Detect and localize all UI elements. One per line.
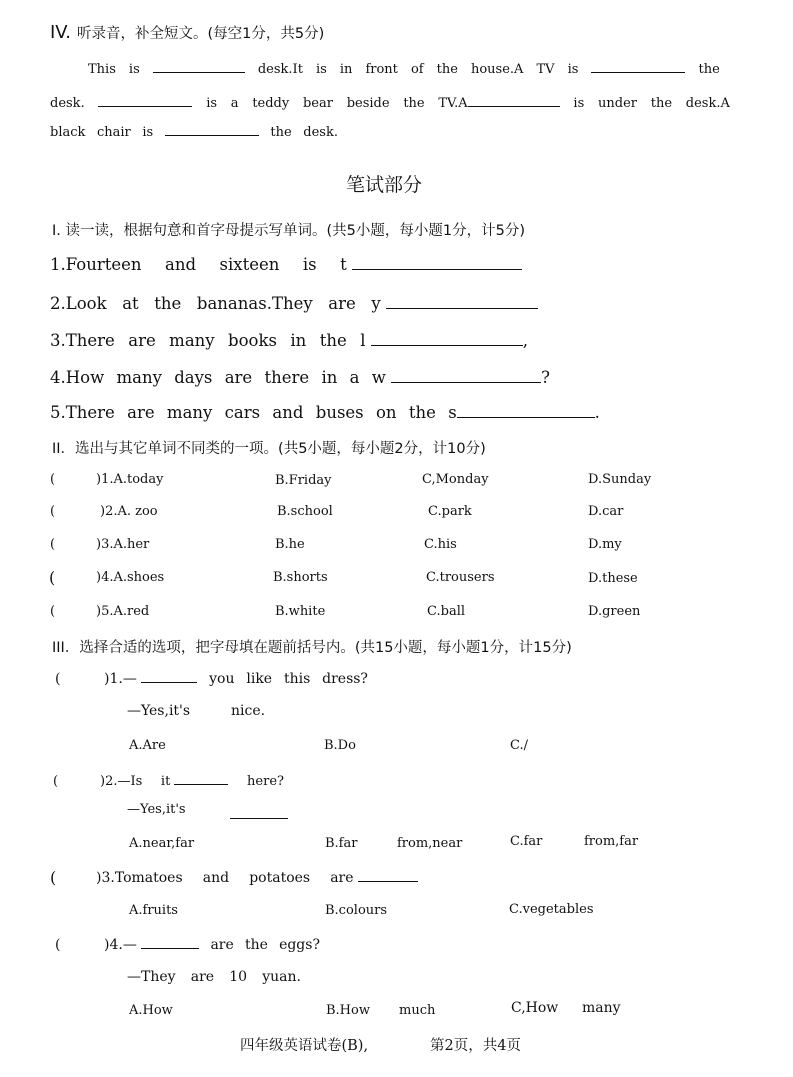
option-b: B.shorts	[273, 570, 328, 585]
q3-option-c: C.vegetables	[509, 902, 594, 917]
part-ii-title: II．选出与其它单词不同类的一项。(共5小题，每小题2分，计10分)	[52, 441, 486, 457]
listening-line-2	[50, 96, 730, 111]
answer-paren[interactable]: (	[50, 472, 56, 487]
word: TV.A	[438, 96, 468, 111]
word: desk.	[50, 96, 85, 111]
option-b: B.white	[275, 604, 326, 619]
word: the	[650, 96, 673, 111]
word: the	[408, 403, 436, 422]
word: sixteen	[219, 255, 280, 274]
option-d: D.car	[588, 504, 624, 519]
word: days	[174, 368, 213, 387]
q1-reply-end: nice.	[231, 703, 266, 719]
q2-line	[100, 774, 284, 789]
word: t	[340, 255, 347, 274]
q3-option-b: B.colours	[325, 903, 388, 918]
word: in	[321, 368, 338, 387]
word: you	[209, 671, 235, 687]
question-option-a: )5.A.red	[96, 604, 150, 619]
word: many	[166, 403, 213, 422]
word: in	[290, 331, 307, 350]
answer-blank[interactable]	[386, 307, 538, 309]
part-i-title: I. 读一读，根据句意和首字母提示写单词。(共5小题，每小题1分，计5分)	[52, 223, 525, 239]
word: beside	[346, 96, 390, 111]
q1-option-c: C./	[510, 738, 528, 753]
word: are	[224, 368, 253, 387]
word: 10	[229, 969, 248, 985]
word: desk.	[303, 125, 338, 140]
q2-option-b-part2: from,near	[397, 836, 463, 851]
fill-blank[interactable]	[153, 71, 245, 73]
word: many	[169, 331, 215, 350]
word: here?	[247, 774, 284, 789]
word: it	[160, 774, 171, 789]
word: 3.There	[50, 331, 115, 350]
word: buses	[315, 403, 364, 422]
q2-option-a: A.near,far	[129, 836, 195, 851]
word: are	[190, 969, 215, 985]
word: bananas.They	[196, 294, 313, 313]
word: are	[210, 937, 234, 953]
fill-blank[interactable]	[591, 71, 685, 73]
word: under	[598, 96, 637, 111]
word: is	[573, 96, 585, 111]
word: —They	[127, 969, 176, 985]
word: the	[436, 62, 458, 77]
word: is	[315, 62, 327, 77]
word: eggs?	[279, 937, 320, 953]
word: like	[246, 671, 273, 687]
word: TV	[536, 62, 555, 77]
question-option-a: )4.A.shoes	[96, 570, 165, 585]
word: is	[142, 125, 154, 140]
word: 2.Look	[50, 294, 107, 313]
answer-paren[interactable]: (	[55, 937, 61, 953]
answer-paren[interactable]: (	[50, 504, 56, 519]
question-option-a: )3.A.her	[96, 537, 150, 552]
word: the	[403, 96, 425, 111]
option-b: B.Friday	[275, 473, 332, 488]
answer-paren[interactable]: (	[50, 604, 56, 619]
q4-option-b-part2: much	[399, 1003, 436, 1018]
question-option-a: )2.A. zoo	[100, 504, 158, 519]
word: yuan.	[262, 969, 301, 985]
word: s	[448, 403, 457, 422]
word: are	[328, 294, 356, 313]
word: the	[698, 62, 720, 77]
answer-blank[interactable]	[371, 344, 523, 346]
question-number: )3.Tomatoes	[96, 870, 183, 886]
option-d: D.my	[588, 537, 622, 552]
word: and	[165, 255, 197, 274]
answer-paren[interactable]: (	[53, 774, 59, 789]
word: chair	[96, 125, 131, 140]
word: is	[206, 96, 218, 111]
answer-blank[interactable]	[358, 880, 418, 882]
section-iv-title: 听录音，补全短文。(每空1分，共5分)	[77, 26, 325, 42]
q4-option-b-part1: B.How	[326, 1003, 370, 1018]
word: black	[50, 125, 86, 140]
word: is	[128, 62, 140, 77]
answer-paren[interactable]: (	[50, 868, 57, 887]
question-number: )4.—	[104, 937, 137, 953]
part-i-item-2	[50, 294, 538, 313]
q2-reply: —Yes,it's	[127, 802, 186, 817]
word: books	[228, 331, 277, 350]
word: at	[122, 294, 139, 313]
word: bear	[302, 96, 333, 111]
answer-blank[interactable]	[141, 947, 199, 949]
answer-blank[interactable]	[391, 381, 541, 383]
word: front	[365, 62, 398, 77]
word: on	[375, 403, 397, 422]
word: a	[349, 368, 360, 387]
fill-blank[interactable]	[468, 105, 560, 107]
answer-blank[interactable]	[141, 681, 197, 683]
word: y	[371, 294, 381, 313]
question-number: )1.—	[104, 671, 137, 687]
answer-paren[interactable]: (	[50, 537, 56, 552]
option-c: C.park	[428, 504, 472, 519]
listening-line-3	[50, 125, 338, 140]
word: the	[270, 125, 292, 140]
option-c: C.trousers	[426, 570, 495, 585]
answer-paren[interactable]: (	[49, 568, 56, 587]
word: dress?	[322, 671, 368, 687]
q1-option-a: A.Are	[129, 738, 166, 753]
q1-reply-start: —Yes,it's	[127, 703, 191, 719]
word: desk.It	[257, 62, 303, 77]
word: and	[202, 870, 230, 886]
listening-line-1	[88, 62, 720, 77]
word: 5.There	[50, 403, 115, 422]
answer-blank[interactable]	[457, 416, 595, 418]
option-b: B.school	[277, 504, 333, 519]
option-d: D.green	[588, 604, 641, 619]
q2-option-c-part2: from,far	[584, 834, 639, 849]
word: l	[360, 331, 366, 350]
q3-line	[96, 870, 418, 886]
q4-option-a: A.How	[129, 1003, 173, 1018]
word: this	[283, 671, 311, 687]
option-c: C,Monday	[422, 472, 489, 487]
word: are	[127, 403, 155, 422]
q4-line	[104, 937, 320, 953]
part-i-item-5	[50, 403, 600, 422]
q2-option-c-part1: C.far	[510, 834, 543, 849]
word: and	[272, 403, 304, 422]
option-c: C.ball	[427, 604, 466, 619]
word: a	[230, 96, 239, 111]
word: in	[339, 62, 353, 77]
word: house.A	[470, 62, 524, 77]
q2-reply-blank[interactable]	[230, 817, 288, 819]
punctuation: ,	[522, 331, 528, 350]
option-d: D.Sunday	[588, 472, 652, 487]
section-iv-heading	[50, 22, 324, 43]
punctuation: ?	[541, 368, 550, 387]
word: teddy	[252, 96, 290, 111]
word: w	[371, 368, 386, 387]
footer-page-number: 第2页，共4页	[430, 1038, 521, 1054]
word: the	[319, 331, 347, 350]
word: 4.How	[50, 368, 105, 387]
q4-option-c-part1: C,How	[511, 1000, 559, 1016]
answer-blank[interactable]	[352, 268, 522, 270]
written-section-title: 笔试部分	[346, 174, 423, 196]
word: many	[116, 368, 162, 387]
word: This	[88, 62, 116, 77]
option-b: B.he	[275, 537, 305, 552]
part-iii-title: III．选择合适的选项，把字母填在题前括号内。(共15小题，每小题1分，计15分)	[52, 640, 572, 656]
section-iv-roman: IV.	[50, 22, 72, 43]
word: of	[410, 62, 424, 77]
q4-reply	[127, 969, 301, 985]
q2-option-b-part1: B.far	[325, 836, 358, 851]
question-number: )2.—Is	[100, 774, 143, 789]
word: the	[244, 937, 268, 953]
word: are	[330, 870, 354, 886]
word: desk.A	[685, 96, 730, 111]
word: there	[264, 368, 310, 387]
punctuation: .	[594, 403, 600, 422]
word: is	[302, 255, 317, 274]
q4-option-c-part2: many	[582, 1000, 621, 1016]
option-c: C.his	[424, 537, 457, 552]
word: is	[567, 62, 579, 77]
question-option-a: )1.A.today	[96, 472, 164, 487]
answer-paren[interactable]: (	[55, 671, 61, 687]
fill-blank[interactable]	[165, 134, 259, 136]
q1-option-b: B.Do	[324, 738, 356, 753]
option-d: D.these	[588, 571, 638, 586]
footer-exam-name: 四年级英语试卷(B),	[240, 1038, 369, 1054]
answer-blank[interactable]	[174, 783, 228, 785]
word: the	[154, 294, 182, 313]
fill-blank[interactable]	[98, 105, 192, 107]
part-i-item-3	[50, 331, 528, 350]
q1-line	[104, 671, 368, 687]
word: are	[128, 331, 156, 350]
q3-option-a: A.fruits	[129, 903, 178, 918]
part-i-item-1	[50, 255, 522, 274]
word: 1.Fourteen	[50, 255, 142, 274]
word: cars	[224, 403, 261, 422]
word: potatoes	[249, 870, 311, 886]
part-i-item-4	[50, 368, 550, 387]
